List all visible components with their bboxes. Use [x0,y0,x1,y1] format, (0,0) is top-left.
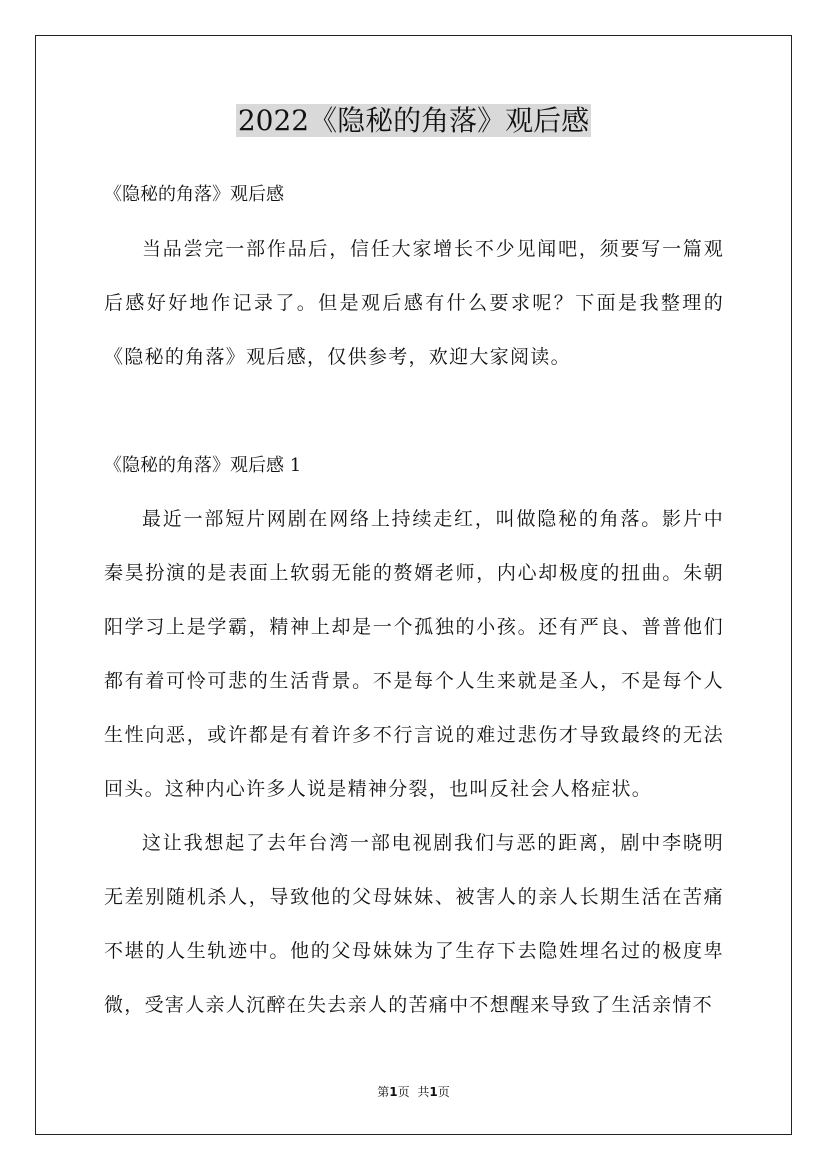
footer-total-suffix: 页 [437,1085,450,1099]
footer-total-number: 1 [429,1085,438,1099]
footer-page-suffix: 页 [397,1085,410,1099]
intro-paragraph: 当品尝完一部作品后，信任大家增长不少见闻吧，须要写一篇观后感好好地作记录了。但是观后感有什么要求呢？下面是我整理的《隐秘的角落》观后感，仅供参考，欢迎大家阅读。 [104,238,724,368]
footer-total-prefix: 共 [417,1085,430,1099]
intro-heading: 《隐秘的角落》观后感 [104,184,284,205]
footer-page-prefix: 第 [377,1085,390,1099]
footer-page-number: 1 [389,1085,398,1099]
section1-paragraph-1: 最近一部短片网剧在网络上持续走红，叫做隐秘的角落。影片中秦昊扮演的是表面上软弱无能的赘婿老师，内心却极度的扭曲。朱朝阳学习上是学霸，精神上却是一个孤独的小孩。还有严良、普普他们都有着可怜可悲的生活背景。不是每个人生来就是圣人，不是每个人生性向恶，或许都是有着许多不行言说的难过悲伤才导致最终的无法回头。这种内心许多人说是精神分裂，也叫反社会人格症状。 [104,508,724,800]
document-title-text: 2022《隐秘的角落》观后感 [237,104,590,137]
section1-heading: 《隐秘的角落》观后感 1 [104,455,302,476]
section1-paragraph-2: 这让我想起了去年台湾一部电视剧我们与恶的距离，剧中李晓明无差别随机杀人，导致他的父母妹妹、被害人的亲人长期生活在苦痛不堪的人生轨迹中。他的父母妹妹为了生存下去隐姓埋名过的极度卑微，受害人亲人沉醉在失去亲人的苦痛中不想醒来导致了生活亲情不 [104,832,724,1016]
page-footer [0,1083,827,1101]
document-title [0,100,827,142]
